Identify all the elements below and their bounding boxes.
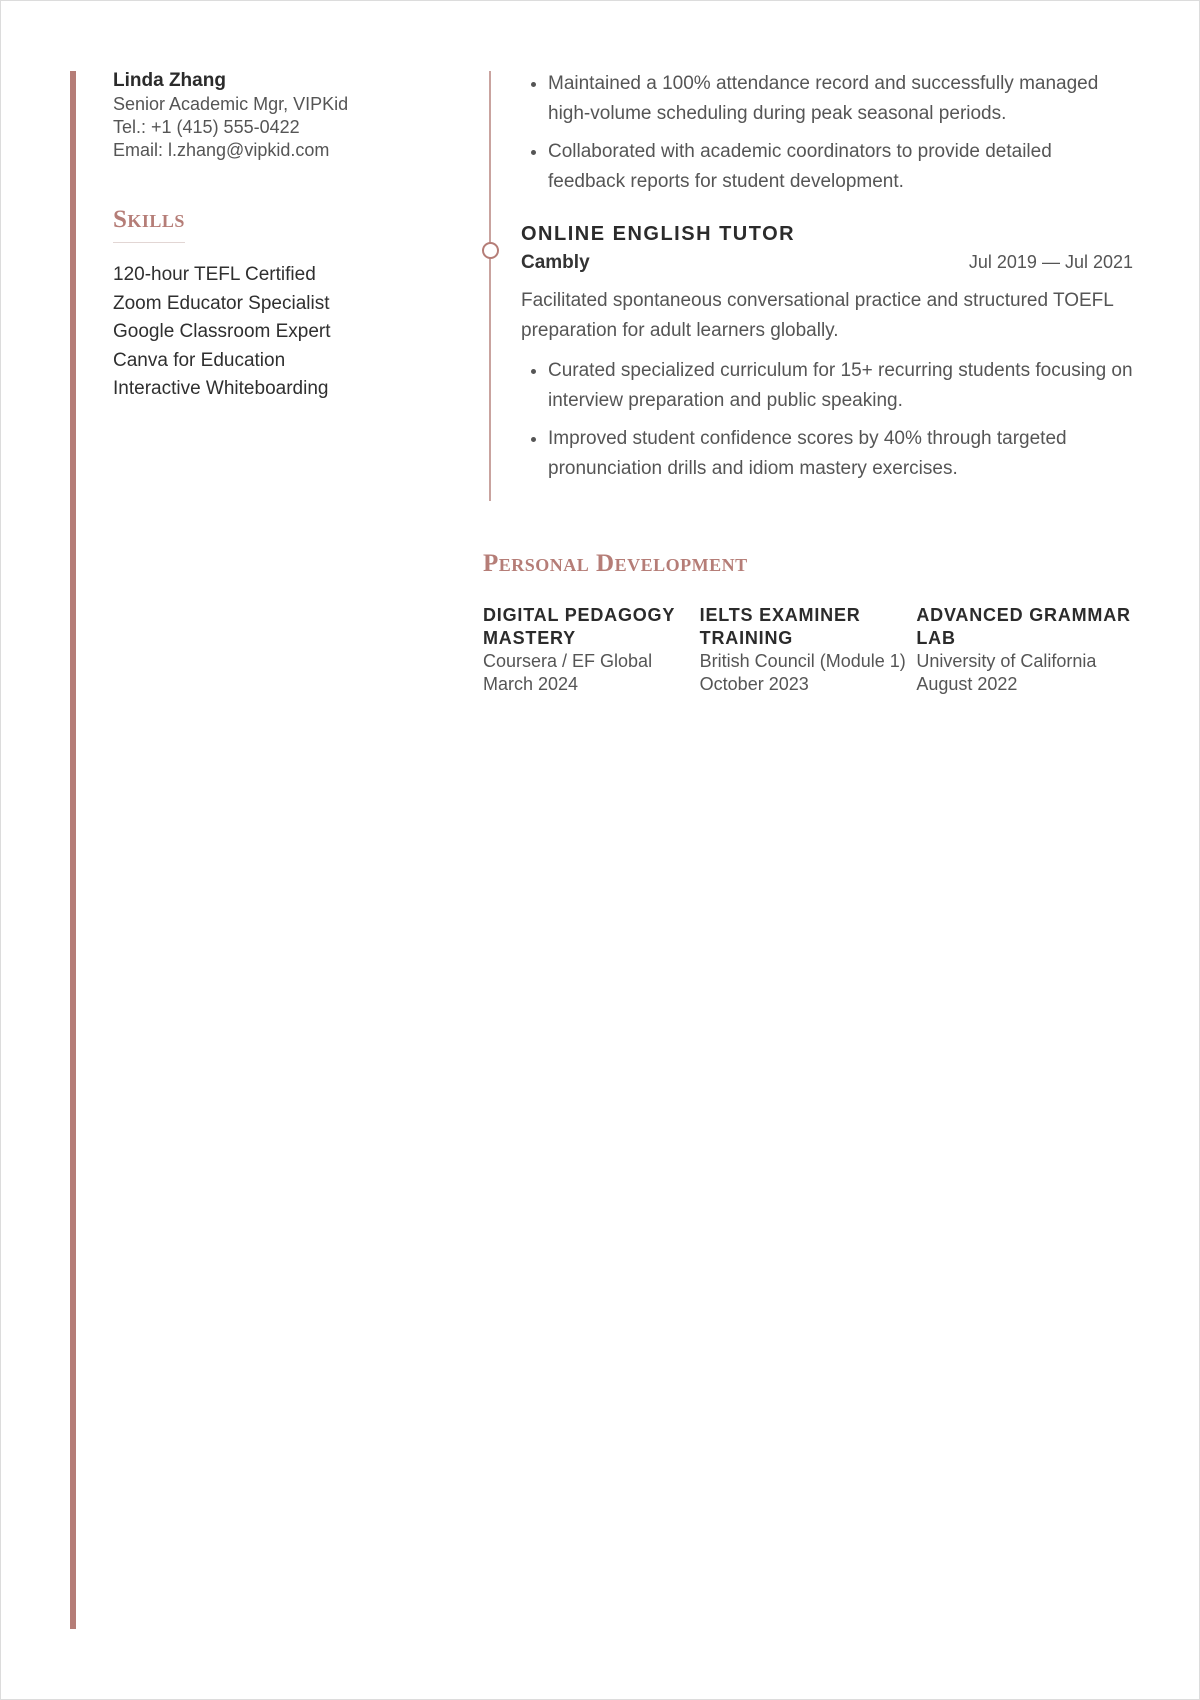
skill-item: 120-hour TEFL Certified (113, 264, 316, 285)
skill-item: Google Classroom Expert (113, 321, 331, 342)
accent-bar (70, 71, 76, 1629)
previous-job-bullets (521, 69, 1133, 197)
timeline-line (489, 71, 491, 501)
course-card (700, 604, 917, 695)
skills-list (113, 261, 443, 404)
job-title: ONLINE ENGLISH TUTOR (521, 223, 796, 245)
skill-item: Zoom Educator Specialist (113, 292, 330, 314)
bullet-item: • Curated specialized curriculum for 15+ recurring students focusing on interview preparation and public speaking. (548, 356, 1133, 416)
course-date: October 2023 (699, 673, 809, 694)
course-provider: University of California (916, 651, 1097, 671)
profile-phone: Tel.: +1 (415) 555-0422 (113, 117, 300, 137)
bullet-item: • Collaborated with academic coordinators to provide detailed feedback reports for student development. (548, 137, 1133, 197)
course-provider: Coursera / EF Global (483, 651, 653, 671)
skill-item: Interactive Whiteboarding (113, 378, 329, 399)
job-bullets (521, 356, 1133, 484)
skill-item: Canva for Education (113, 349, 286, 371)
job-company: Cambly (521, 252, 590, 273)
profile-email: Email: l.zhang@vipkid.com (113, 140, 330, 160)
personal-development-section (483, 550, 1133, 695)
course-date: August 2022 (916, 673, 1018, 694)
experience-section (521, 69, 1133, 492)
personal-development-heading: Personal Development (483, 550, 748, 577)
skills-heading: Skills (113, 206, 185, 243)
course-title: ADVANCED GRAMMAR LAB (916, 605, 1131, 648)
job-description: Facilitated spontaneous conversational practice and structured TOEFL preparation for adult learners globally. (521, 290, 1114, 341)
sidebar (113, 69, 443, 404)
job-meta (521, 249, 1133, 276)
profile-title: Senior Academic Mgr, VIPKid (113, 94, 349, 114)
course-title: DIGITAL PEDAGOGY MASTERY (483, 605, 675, 648)
profile-name: Linda Zhang (113, 70, 226, 91)
bullet-item: • Maintained a 100% attendance record and successfully managed high-volume scheduling during peak seasonal periods. (548, 69, 1133, 129)
job-entry (521, 221, 1133, 484)
bullet-item: • Improved student confidence scores by 40% through targeted pronunciation drills and idiom mastery exercises. (548, 424, 1133, 484)
course-card (916, 604, 1133, 695)
timeline-node-icon (482, 242, 499, 259)
course-provider: British Council (Module 1) (699, 651, 906, 671)
course-date: March 2024 (483, 673, 579, 694)
course-card (483, 604, 700, 695)
job-dates: Jul 2019 — Jul 2021 (968, 252, 1133, 272)
personal-development-grid (483, 604, 1133, 695)
course-title: IELTS EXAMINER TRAINING (699, 605, 861, 648)
